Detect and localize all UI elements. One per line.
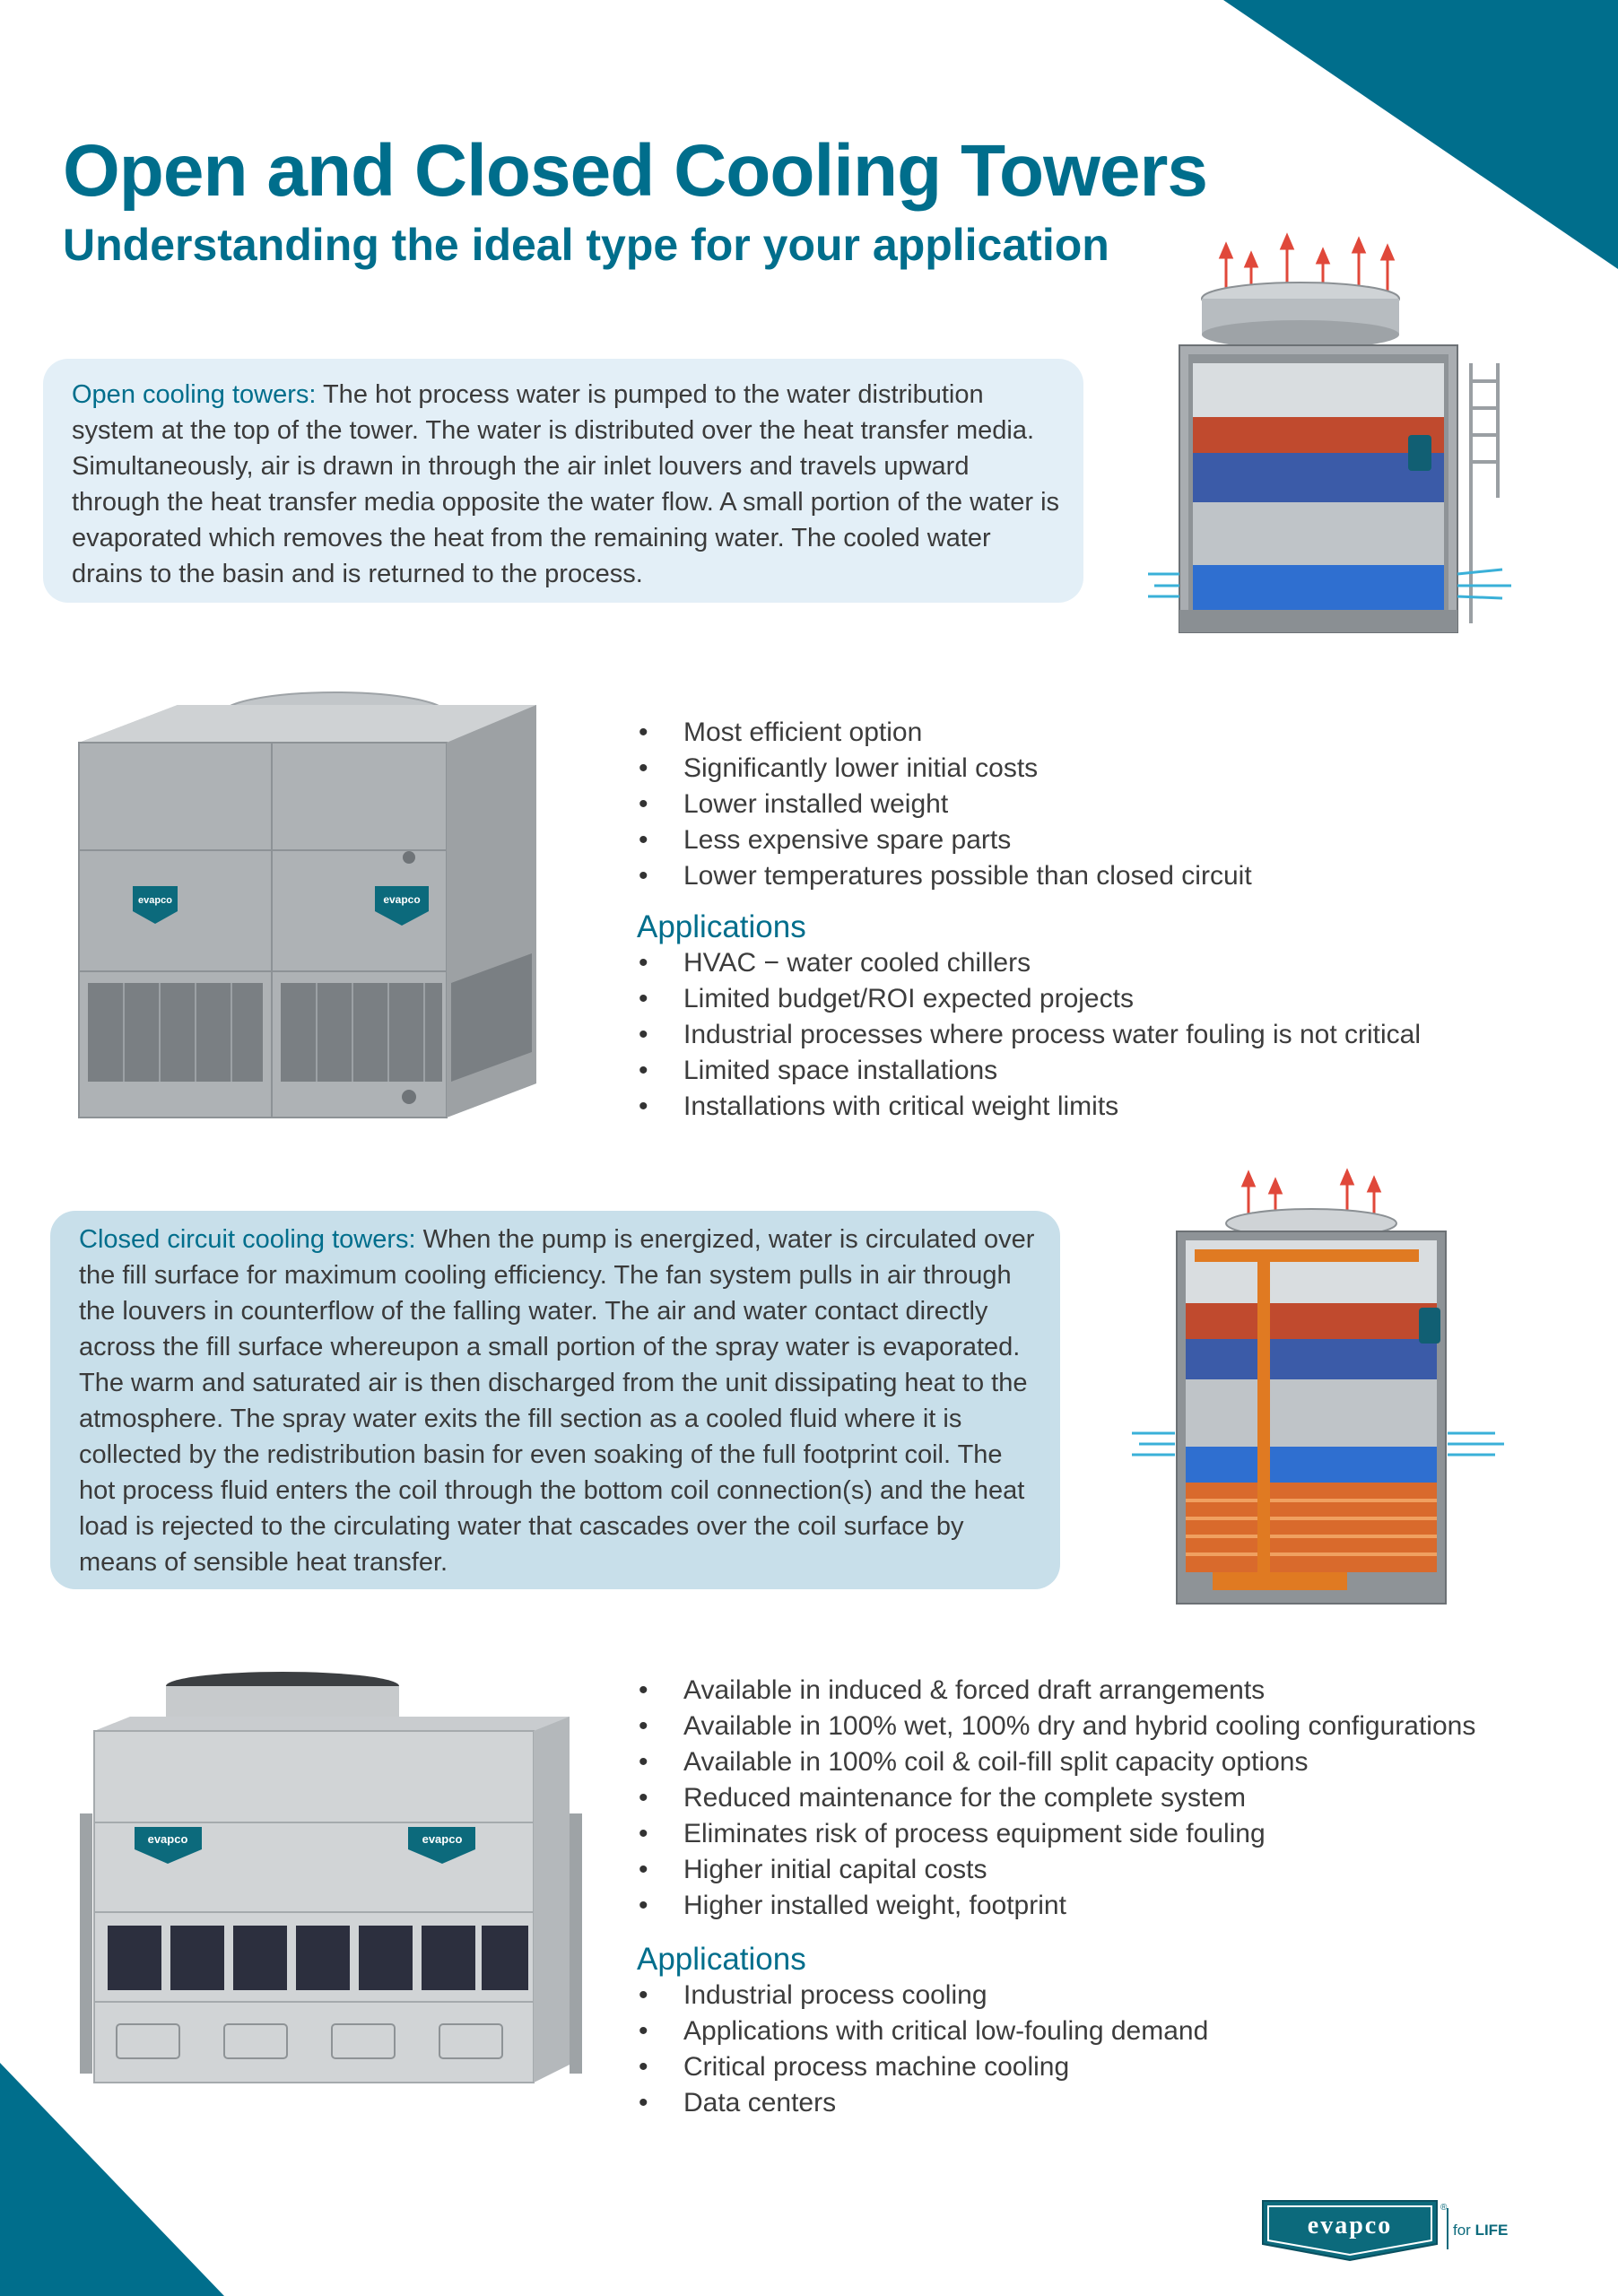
- logo-tagline: [1453, 2222, 1508, 2239]
- evapco-badge-icon: [1408, 435, 1431, 471]
- unit-badge-text: evapco: [383, 893, 421, 906]
- page-subtitle: Understanding the ideal type for your application: [63, 220, 1109, 270]
- closed-tower-cutaway-illustration: [1132, 1164, 1509, 1613]
- evapco-badge-icon: [1419, 1308, 1440, 1344]
- corner-triangle-bottom-left: [0, 2063, 224, 2296]
- list-item: • Industrial processes where process water fouling is not critical: [635, 1017, 1421, 1053]
- list-item: • Available in 100% wet, 100% dry and hybrid cooling configurations: [635, 1709, 1475, 1744]
- list-item: • Significantly lower initial costs: [635, 751, 1252, 787]
- closed-tower-unit-image: [67, 1670, 596, 2083]
- evapco-logo: [1261, 2199, 1509, 2262]
- closed-towers-applications-heading: Applications: [637, 1942, 806, 1977]
- open-towers-lead: Open cooling towers:: [72, 380, 317, 409]
- closed-towers-applications-list: [635, 1978, 1208, 2121]
- logo-registered-mark: ®: [1440, 2203, 1448, 2213]
- unit-badge-text: evapco: [138, 895, 172, 906]
- list-item: • Limited space installations: [635, 1053, 1421, 1089]
- list-item: • Available in 100% coil & coil-fill split capacity options: [635, 1744, 1475, 1780]
- list-item: • Eliminates risk of process equipment side fouling: [635, 1816, 1475, 1852]
- list-item: • Higher initial capital costs: [635, 1852, 1475, 1888]
- open-tower-cutaway-illustration: [1144, 229, 1543, 659]
- closed-towers-description-box: [50, 1211, 1060, 1589]
- closed-towers-body: When the pump is energized, water is circulated over the fill surface for maximum cooling efficiency. The fan system pulls in air through the louvers in counterflow of the falling water. The air and water contact directly across the fill surface whereupon a small portion of the spray water is evaporated. The warm and saturated air is then discharged from the unit dissipating heat to the atmosphere. The spray water exits the fill section as a cooled fluid where it is collected by the redistribution basin for even soaking of the full footprint coil. The hot process fluid enters the coil through the bottom coil connection(s) and the heat load is rejected to the circulating water that cascades over the coil surface by means of sensible heat transfer.: [79, 1225, 1035, 1577]
- list-item: • Less expensive spare parts: [635, 822, 1252, 858]
- logo-brand-text: evapco: [1307, 2212, 1393, 2239]
- logo-tagline-prefix: for: [1453, 2222, 1475, 2239]
- list-item: • Critical process machine cooling: [635, 2049, 1208, 2085]
- list-item: • Industrial process cooling: [635, 1978, 1208, 2013]
- page-title: Open and Closed Cooling Towers: [63, 130, 1207, 212]
- closed-towers-lead: Closed circuit cooling towers:: [79, 1225, 416, 1254]
- unit-badge-text: evapco: [422, 1832, 463, 1846]
- logo-tagline-bold: LIFE: [1474, 2222, 1509, 2239]
- list-item: • Higher installed weight, footprint: [635, 1888, 1475, 1924]
- list-item: • Lower installed weight: [635, 787, 1252, 822]
- list-item: • Available in induced & forced draft arrangements: [635, 1673, 1475, 1709]
- list-item: • HVAC − water cooled chillers: [635, 945, 1421, 981]
- list-item: • Applications with critical low-fouling demand: [635, 2013, 1208, 2049]
- unit-badge-text: evapco: [147, 1832, 188, 1846]
- closed-towers-benefits-list: [635, 1673, 1475, 1924]
- open-towers-body: The hot process water is pumped to the water distribution system at the top of the tower. The water is distributed over the heat transfer media. Simultaneously, air is drawn in through the air inlet louvers and travels upward through the heat transfer media opposite the water flow. A small portion of the water is evaporated which removes the heat from the remaining water. The cooled water drains to the basin and is returned to the process.: [72, 380, 1060, 588]
- list-item: • Reduced maintenance for the complete system: [635, 1780, 1475, 1816]
- list-item: • Most efficient option: [635, 715, 1252, 751]
- open-tower-unit-image: [70, 689, 545, 1118]
- open-towers-applications-list: [635, 945, 1421, 1125]
- open-towers-applications-heading: Applications: [637, 909, 806, 944]
- open-towers-description-box: [43, 359, 1083, 603]
- list-item: • Data centers: [635, 2085, 1208, 2121]
- list-item: • Lower temperatures possible than closed circuit: [635, 858, 1252, 894]
- open-towers-benefits-list: [635, 715, 1252, 894]
- list-item: • Limited budget/ROI expected projects: [635, 981, 1421, 1017]
- list-item: • Installations with critical weight limits: [635, 1089, 1421, 1125]
